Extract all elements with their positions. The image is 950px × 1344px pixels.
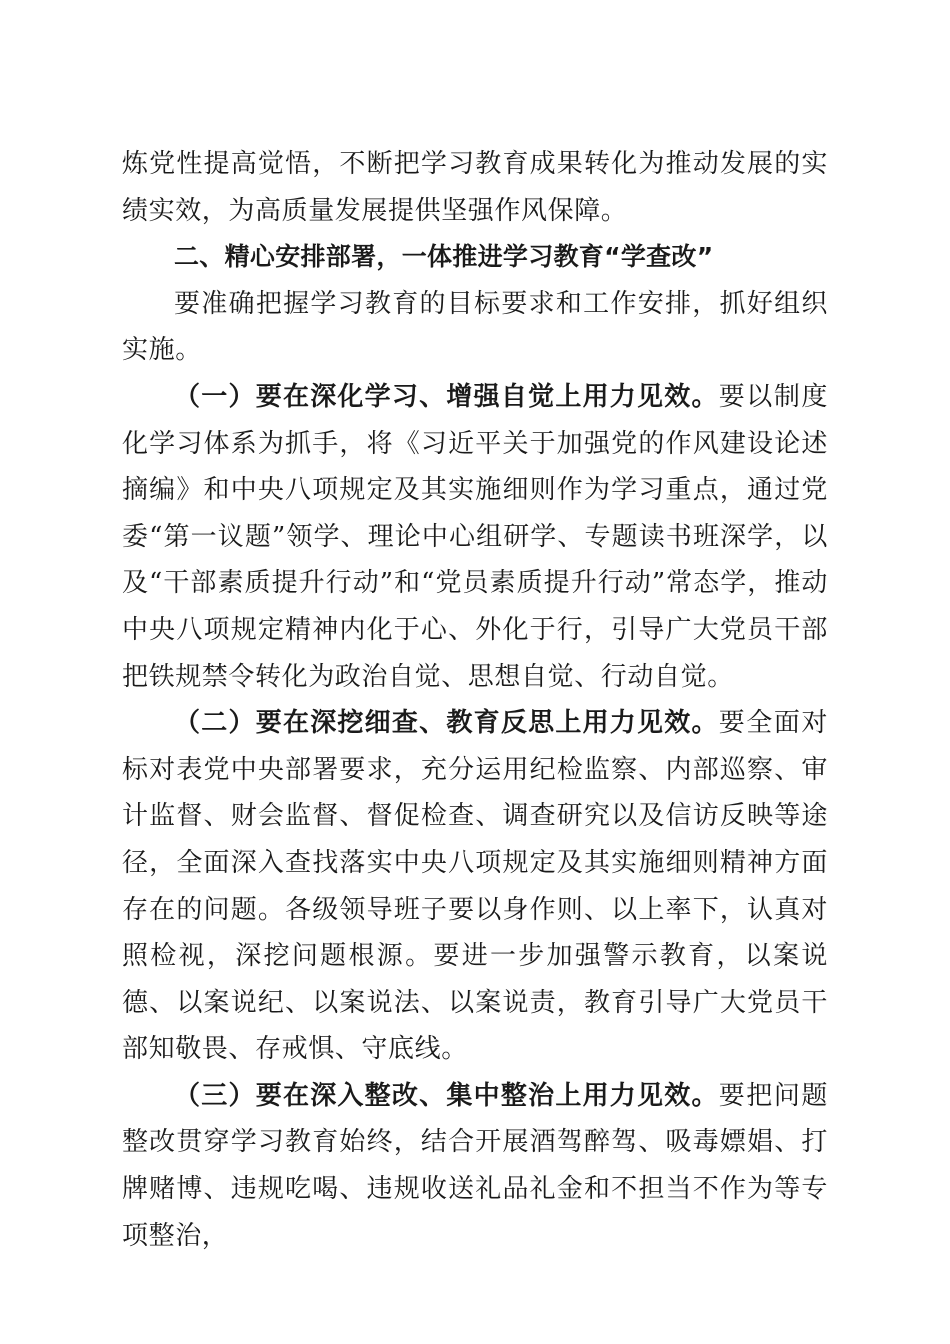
item-one-lead: （一）要在深化学习、增强自觉上用力见效。	[174, 381, 719, 412]
section-two-heading: 二、精心安排部署，一体推进学习教育“学查改”	[174, 242, 714, 272]
item-two-lead: （二）要在深挖细查、教育反思上用力见效。	[174, 708, 719, 739]
item-three-body: 要把问题整改贯穿学习教育始终，结合开展酒驾醉驾、吸毒嫖娼、打牌赌博、违规吃喝、违规收送礼品礼金和不担当不作为等专项整治，	[122, 1080, 828, 1251]
document-body	[122, 141, 828, 1259]
section-two-intro-paragraph: 要准确把握学习教育的目标要求和工作安排，抓好组织实施。	[122, 288, 828, 366]
item-one-paragraph	[122, 374, 828, 700]
item-two-body: 要全面对标对表党中央部署要求，充分运用纪检监察、内部巡察、审计监督、财会监督、督促检查、调查研究以及信访反映等途径，全面深入查找落实中央八项规定及其实施细则精神方面存在的问题。各级领导班子要以身作则、以上率下，认真对照检视，深挖问题根源。要进一步加强警示教育，以案说德、以案说纪、以案说法、以案说责，教育引导广大党员干部知敬畏、存戒惧、守底线。	[122, 708, 828, 1065]
intro-continuation-paragraph: 炼党性提高觉悟，不断把学习教育成果转化为推动发展的实绩实效，为高质量发展提供坚强作风保障。	[122, 149, 828, 226]
item-three-paragraph	[122, 1073, 828, 1259]
item-two-paragraph	[122, 700, 828, 1073]
item-one-body: 要以制度化学习体系为抓手，将《习近平关于加强党的作风建设论述摘编》和中央八项规定及其实施细则作为学习重点，通过党委“第一议题”领学、理论中心组研学、专题读书班深学，以及“干部素质提升行动”和“党员素质提升行动”常态学，推动中央八项规定精神内化于心、外化于行，引导广大党员干部把铁规禁令转化为政治自觉、思想自觉、行动自觉。	[122, 381, 828, 692]
item-three-lead: （三）要在深入整改、集中整治上用力见效。	[174, 1080, 719, 1111]
